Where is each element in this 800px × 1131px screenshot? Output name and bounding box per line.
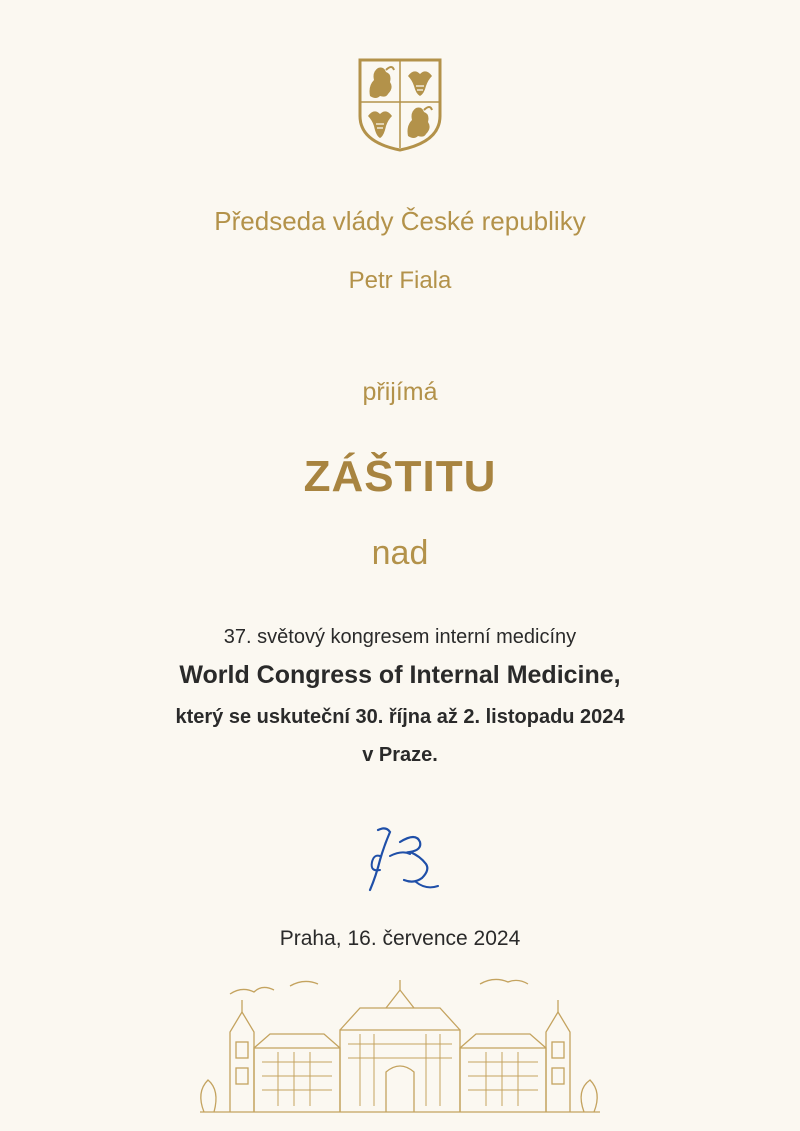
signatory-name: Petr Fiala (348, 267, 452, 294)
event-name: World Congress of Internal Medicine, (179, 661, 621, 689)
office-title: Předseda vlády České republiky (214, 206, 586, 236)
patronage-heading: ZÁŠTITU (303, 452, 497, 501)
building-illustration-icon (190, 972, 610, 1122)
signature-icon (360, 820, 444, 898)
over-text: nad (371, 534, 429, 572)
event-dates: který se uskuteční 30. října až 2. listopadu 2024 (175, 706, 625, 728)
event-location: v Praze. (362, 744, 438, 766)
coat-of-arms-icon (356, 56, 444, 152)
event-description: 37. světový kongresem interní medicíny (223, 626, 577, 648)
place-and-date: Praha, 16. července 2024 (279, 927, 521, 950)
accepts-text: přijímá (362, 378, 438, 406)
